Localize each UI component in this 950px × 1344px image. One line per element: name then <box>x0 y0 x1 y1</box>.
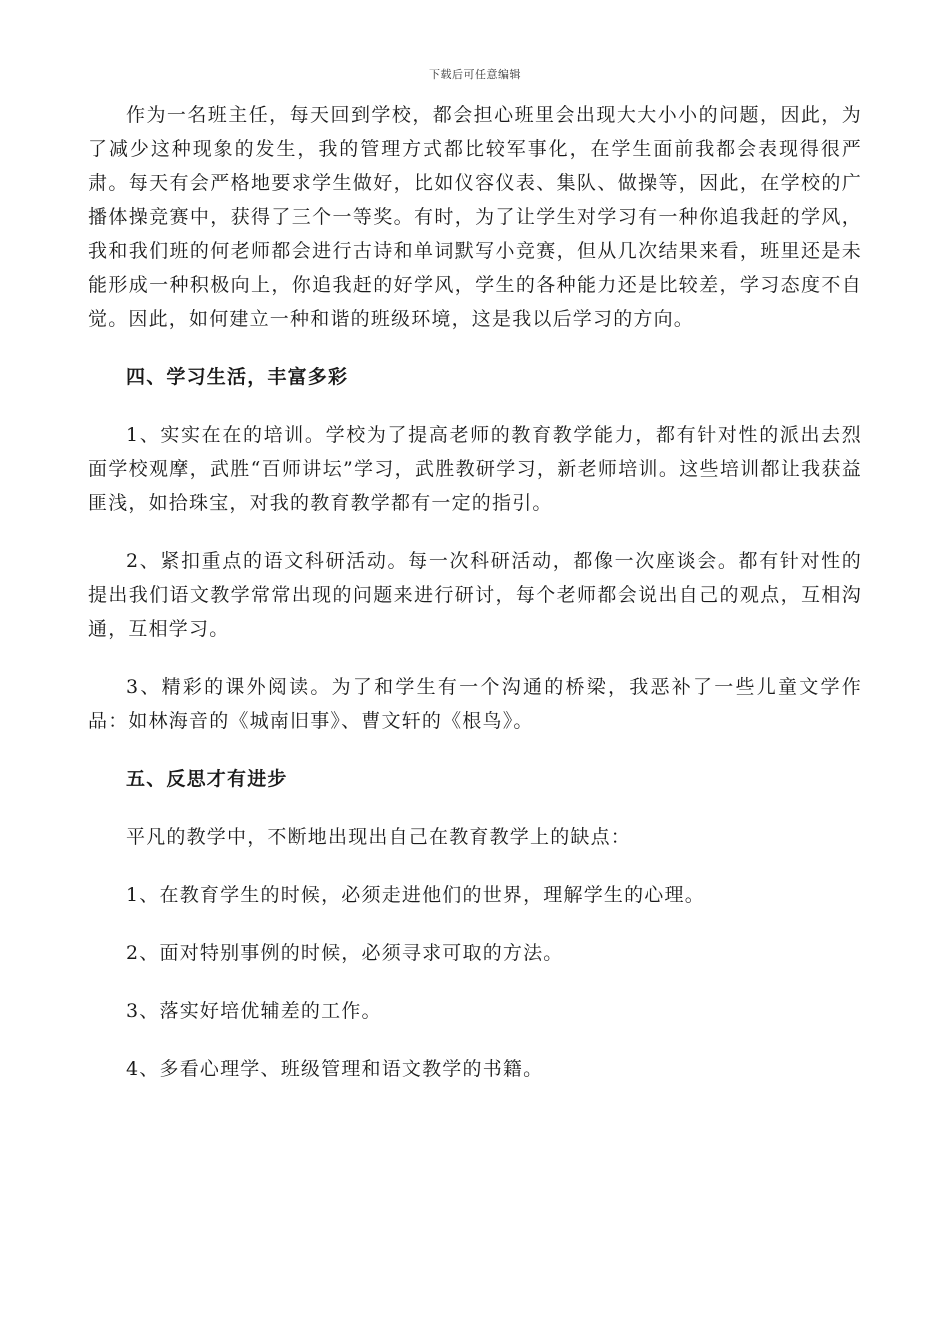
paragraph-research-activity: 2、紧扣重点的语文科研活动。每一次科研活动，都像一次座谈会。都有针对性的提出我们语文教学常常出现的问题来进行研讨，每个老师都会说出自己的观点，互相沟通，互相学习。 <box>88 550 862 640</box>
list-item: 3、落实好培优辅差的工作。 <box>126 1000 382 1022</box>
section-heading-reflection: 五、反思才有进步 <box>126 768 288 790</box>
section-heading-study-life: 四、学习生活，丰富多彩 <box>126 366 349 388</box>
paragraph-class-management: 作为一名班主任，每天回到学校，都会担心班里会出现大大小小的问题，因此，为了减少这种现象的发生，我的管理方式都比较军事化，在学生面前我都会表现得很严肃。每天有会严格地要求学生做好，比如仪容仪表、集队、做操等，因此，在学校的广播体操竞赛中，获得了三个一等奖。有时，为了让学生对学习有一种你追我赶的学风，我和我们班的何老师都会进行古诗和单词默写小竞赛，但从几次结果来看，班里还是未能形成一种积极向上，你追我赶的好学风，学生的各种能力还是比较差，学习态度不自觉。因此，如何建立一种和谐的班级环境，这是我以后学习的方向。 <box>88 104 862 330</box>
list-item: 4、多看心理学、班级管理和语文教学的书籍。 <box>126 1058 544 1080</box>
page-header-caption: 下载后可任意编辑 <box>429 68 521 81</box>
document-body <box>88 98 862 1086</box>
paragraph-shortcomings-intro: 平凡的教学中，不断地出现出自己在教育教学上的缺点： <box>126 826 632 848</box>
paragraph-extracurricular-reading: 3、精彩的课外阅读。为了和学生有一个沟通的桥梁，我恶补了一些儿童文学作品：如林海音的《城南旧事》、曹文轩的《根鸟》。 <box>88 676 862 732</box>
list-item: 2、面对特别事例的时候，必须寻求可取的方法。 <box>126 942 564 964</box>
paragraph-training: 1、实实在在的培训。学校为了提高老师的教育教学能力，都有针对性的派出去烈面学校观摩，武胜“百师讲坛”学习，武胜教研学习，新老师培训。这些培训都让我获益匪浅，如拾珠宝，对我的教育教学都有一定的指引。 <box>88 424 862 514</box>
list-item: 1、在教育学生的时候，必须走进他们的世界，理解学生的心理。 <box>126 884 705 906</box>
